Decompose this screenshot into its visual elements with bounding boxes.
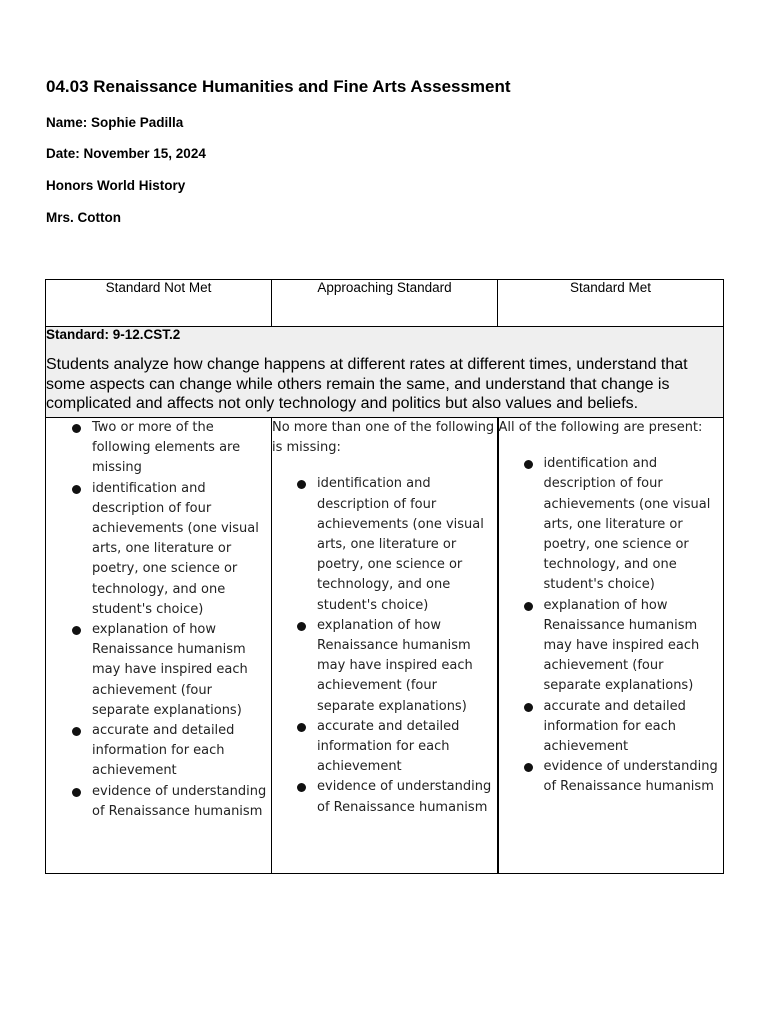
document-title: 04.03 Renaissance Humanities and Fine Arts Assessment <box>46 77 511 96</box>
standard-cell <box>46 327 724 418</box>
bullet-icon <box>524 460 533 469</box>
standard-row <box>46 327 724 418</box>
student-name: Name: Sophie Padilla <box>46 115 184 130</box>
list-item: accurate and detailed information for each achievement <box>52 721 271 782</box>
criteria-list-approaching <box>272 474 497 817</box>
bullet-icon <box>297 783 306 792</box>
course-name: Honors World History <box>46 178 186 193</box>
bullet-icon <box>72 485 81 494</box>
level-header-met: Standard Met <box>498 280 724 327</box>
bullet-icon <box>72 424 81 433</box>
list-item: explanation of how Renaissance humanism may have inspired each achievement (four separate explanations) <box>499 596 724 697</box>
criteria-list-not-met <box>52 418 271 822</box>
criteria-intro-approaching: No more than one of the following is missing: <box>272 420 495 456</box>
criteria-approaching <box>272 418 498 874</box>
rubric-table <box>45 279 724 874</box>
list-item: Two or more of the following elements are missing <box>52 418 271 479</box>
assignment-date: Date: November 15, 2024 <box>46 146 206 161</box>
bullet-icon <box>297 480 306 489</box>
standard-description: Students analyze how change happens at different rates at different times, understand that some aspects can change while others remain the same, and understand that change is complicated and affects not only technology and politics but also values and beliefs. <box>46 356 688 412</box>
list-item: evidence of understanding of Renaissance humanism <box>499 757 724 797</box>
list-item: accurate and detailed information for each achievement <box>499 697 724 758</box>
bullet-icon <box>72 727 81 736</box>
list-item: evidence of understanding of Renaissance humanism <box>52 782 271 822</box>
rubric-header-row <box>46 280 724 327</box>
criteria-row <box>46 418 724 874</box>
list-item: accurate and detailed information for each achievement <box>272 717 497 778</box>
standard-code: Standard: 9-12.CST.2 <box>46 327 181 342</box>
bullet-icon <box>524 763 533 772</box>
level-header-approaching: Approaching Standard <box>272 280 498 327</box>
list-item: identification and description of four achievements (one visual arts, one literature or poetry, one science or technology, and one student's choice) <box>52 479 271 620</box>
bullet-icon <box>297 723 306 732</box>
level-header-not-met: Standard Not Met <box>46 280 272 327</box>
list-item: identification and description of four achievements (one visual arts, one literature or poetry, one science or technology, and one student's choice) <box>272 474 497 615</box>
list-item: explanation of how Renaissance humanism may have inspired each achievement (four separate explanations) <box>52 620 271 721</box>
teacher-name: Mrs. Cotton <box>46 210 121 225</box>
bullet-icon <box>72 626 81 635</box>
list-item: evidence of understanding of Renaissance humanism <box>272 777 497 817</box>
criteria-not-met <box>46 418 272 874</box>
list-item: explanation of how Renaissance humanism may have inspired each achievement (four separate explanations) <box>272 616 497 717</box>
criteria-list-met <box>499 454 724 797</box>
bullet-icon <box>524 602 533 611</box>
list-item: identification and description of four achievements (one visual arts, one literature or poetry, one science or technology, and one student's choice) <box>499 454 724 595</box>
bullet-icon <box>524 703 533 712</box>
bullet-icon <box>297 622 306 631</box>
criteria-intro-met: All of the following are present: <box>498 420 703 435</box>
criteria-met <box>498 418 724 874</box>
bullet-icon <box>72 788 81 797</box>
